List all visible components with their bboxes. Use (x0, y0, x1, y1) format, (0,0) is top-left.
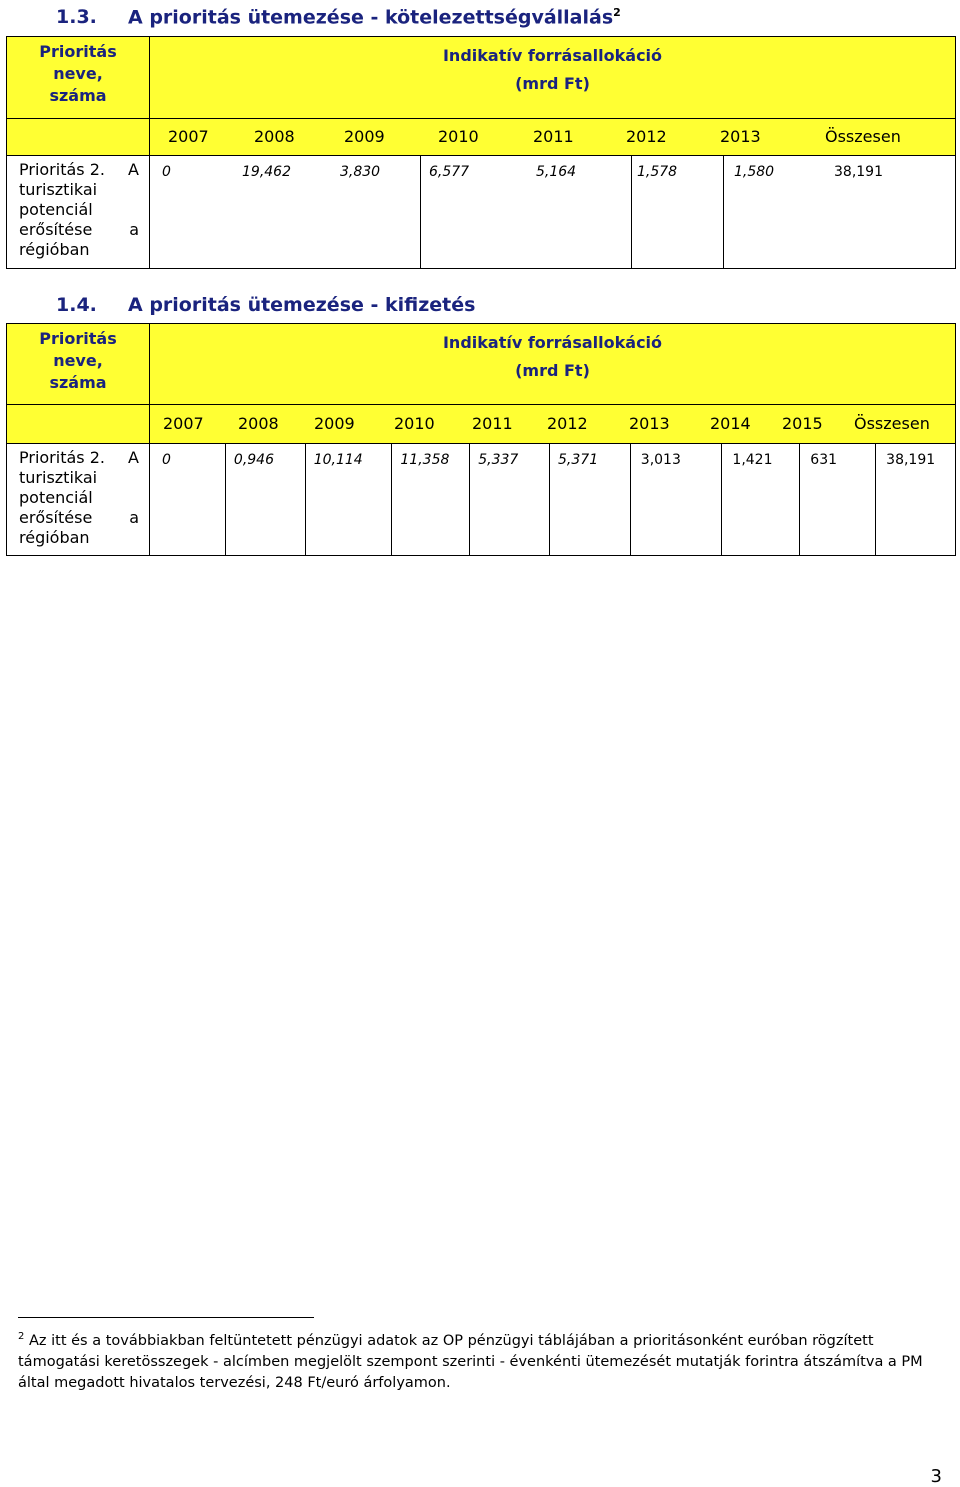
priority-header-line: neve, (53, 64, 103, 83)
year-label: 2011 (533, 127, 574, 146)
priority-name-text: Prioritás 2. (19, 160, 105, 179)
total-label: Összesen (825, 127, 901, 146)
year-label: 2007 (168, 127, 209, 146)
value-cell: 0,946 (225, 444, 305, 555)
year-label: 2013 (629, 414, 670, 433)
total-label: Összesen (854, 414, 930, 433)
year-label: 2013 (720, 127, 761, 146)
priority-header-cell (7, 324, 150, 405)
year-header-row (150, 405, 956, 444)
year-label: 2011 (472, 414, 513, 433)
section-number: 1.4. (56, 294, 97, 316)
year-label: 2014 (710, 414, 751, 433)
total-value-cell: 38,191 (834, 164, 883, 180)
priority-name-cell (7, 444, 150, 556)
priority-name-text: a (129, 220, 139, 239)
year-label: 2008 (238, 414, 279, 433)
value-cell: 10,114 (305, 444, 392, 555)
value-cell: 6,577 (420, 156, 528, 268)
page-number: 3 (930, 1466, 942, 1487)
value-cell: 5,371 (549, 444, 630, 555)
section-heading-1-4 (56, 294, 475, 316)
priority-name-text: A (128, 160, 139, 179)
year-header-row (150, 119, 956, 156)
empty-header-cell (7, 405, 150, 444)
value-cell: 0 (162, 164, 171, 180)
section-number: 1.3. (56, 6, 97, 29)
year-label: 2012 (547, 414, 588, 433)
priority-name-text: potenciál (19, 200, 93, 219)
priority-name-cell (7, 156, 150, 269)
allocation-header-line: (mrd Ft) (515, 74, 590, 93)
value-cell: 631 (799, 444, 875, 555)
payment-table (6, 323, 956, 556)
priority-name-text: Prioritás 2. (19, 448, 105, 467)
footnote-text: Az itt és a továbbiakban feltüntetett pénzügyi adatok az OP pénzügyi táblájában a prioritásonként euróban rögzített támogatási keretösszegek - alcímben megjelölt szempont szerinti - évenkénti ütemezését mutatják forintra átszámítva a PM által megadott hivatalos tervezési, 248 Ft/euró árfolyamon. (18, 1332, 923, 1391)
priority-header-cell (7, 37, 150, 119)
value-cell: 3,830 (340, 164, 381, 180)
values-cell (150, 156, 956, 269)
priority-header-line: neve, (53, 351, 103, 370)
value-cell: 11,358 (391, 444, 469, 555)
year-label: 2009 (314, 414, 355, 433)
priority-header-line: Prioritás (39, 329, 117, 348)
footnote-separator (18, 1317, 314, 1318)
priority-name-text: erősítése (19, 220, 93, 239)
priority-name-text: erősítése (19, 508, 93, 527)
value-cell: 5,337 (469, 444, 549, 555)
section-heading-1-3 (56, 6, 621, 28)
priority-name-text: turisztikai (19, 180, 98, 199)
priority-name-text: régióban (19, 240, 90, 259)
year-label: 2010 (394, 414, 435, 433)
value-cell: 1,421 (721, 444, 799, 555)
priority-name-text: potenciál (19, 488, 93, 507)
priority-name-text: a (129, 508, 139, 527)
total-value-cell: 38,191 (875, 444, 955, 555)
allocation-header-line: (mrd Ft) (515, 361, 590, 380)
priority-name-text: A (128, 448, 139, 467)
value-cell: 19,462 (242, 164, 291, 180)
values-cell (150, 444, 956, 556)
priority-name-text: turisztikai (19, 468, 98, 487)
allocation-header-cell (150, 324, 956, 405)
value-cell: 3,013 (630, 444, 722, 555)
year-label: 2008 (254, 127, 295, 146)
allocation-header-cell (150, 37, 956, 119)
priority-name-text: régióban (19, 528, 90, 547)
year-label: 2009 (344, 127, 385, 146)
allocation-header-line: Indikatív forrásallokáció (442, 333, 663, 352)
priority-header-line: száma (49, 86, 107, 105)
value-cell: 1,580 (723, 156, 824, 268)
section-title: A prioritás ütemezése - kifizetés (128, 294, 476, 316)
year-label: 2010 (438, 127, 479, 146)
value-cell: 5,164 (536, 164, 577, 180)
footnote-ref: 2 (613, 6, 621, 19)
year-label: 2007 (163, 414, 204, 433)
value-cell: 1,578 (631, 156, 723, 268)
footnote-mark: 2 (18, 1331, 25, 1342)
section-title: A prioritás ütemezése - kötelezettségvállalás (128, 6, 614, 29)
allocation-header-line: Indikatív forrásallokáció (442, 46, 663, 65)
year-label: 2015 (782, 414, 823, 433)
value-cell: 0 (162, 452, 171, 468)
year-label: 2012 (626, 127, 667, 146)
priority-header-line: Prioritás (39, 42, 117, 61)
footnote (18, 1326, 928, 1394)
empty-header-cell (7, 119, 150, 156)
commitment-table (6, 36, 956, 269)
priority-header-line: száma (49, 373, 107, 392)
